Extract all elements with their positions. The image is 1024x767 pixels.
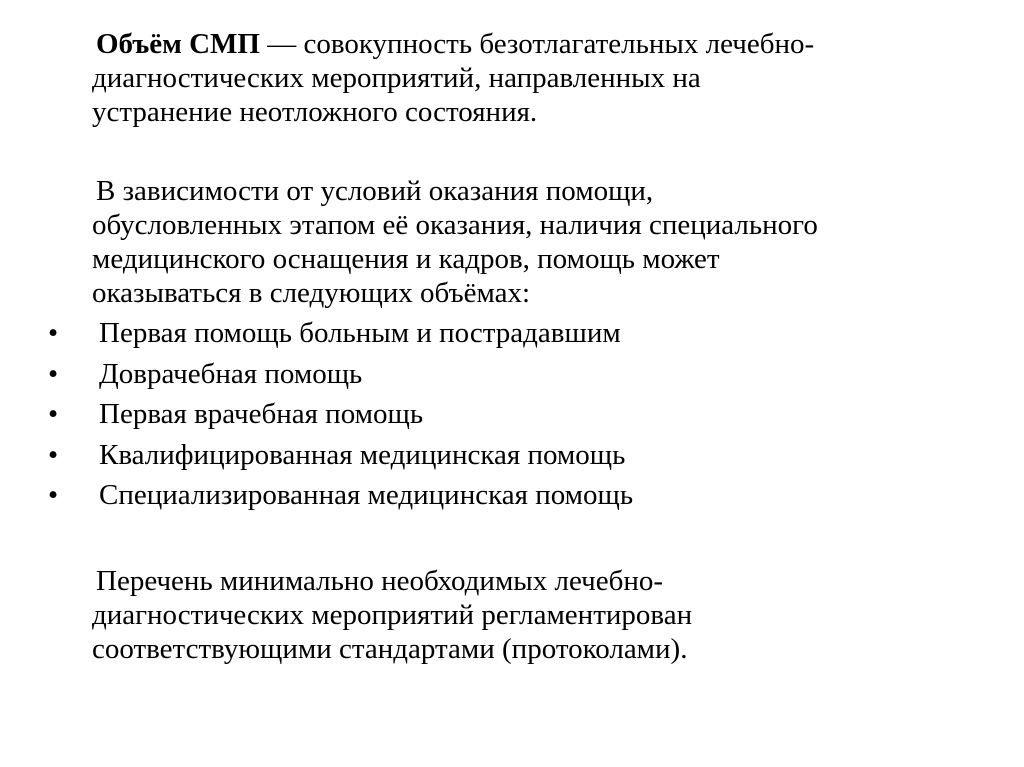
definition-line-2: диагностических мероприятий, направленных на: [92, 62, 701, 94]
definition-line-3: устранение неотложного состояния.: [92, 96, 538, 128]
closing-paragraph: [92, 564, 692, 666]
bullet-icon: •: [48, 479, 59, 511]
bullet-icon: •: [48, 357, 59, 390]
definition-line-1: [92, 27, 814, 61]
list-item-label: Первая помощь больным и пострадавшим: [99, 317, 621, 349]
context-line-4: оказываться в следующих объёмах:: [92, 277, 531, 309]
context-line-3: медицинского оснащения и кадров, помощь может: [92, 243, 720, 275]
list-item-label: Первая врачебная помощь: [99, 398, 424, 430]
definition-text: — совокупность безотлагательных лечебно-: [260, 28, 815, 60]
list-item-label: Квалифицированная медицинская помощь: [99, 438, 626, 471]
closing-line-2: диагностических мероприятий регламентирован: [92, 599, 693, 631]
definition-term: Объём СМП: [96, 28, 260, 60]
context-line-2: обусловленных этапом её оказания, наличия специального: [92, 209, 818, 241]
closing-line-3: соответствующими стандартами (протоколами).: [92, 633, 688, 665]
context-line-1: В зависимости от условий оказания помощи,: [96, 175, 654, 207]
closing-line-1: Перечень минимально необходимых лечебно-: [96, 565, 664, 597]
context-paragraph: [92, 174, 818, 310]
bullet-icon: •: [48, 398, 59, 430]
list-item-label: Доврачебная помощь: [99, 357, 363, 390]
bullet-icon: •: [48, 317, 59, 349]
bullet-icon: •: [48, 438, 59, 471]
list-item-label: Специализированная медицинская помощь: [99, 479, 634, 511]
definition-paragraph: [92, 27, 814, 129]
